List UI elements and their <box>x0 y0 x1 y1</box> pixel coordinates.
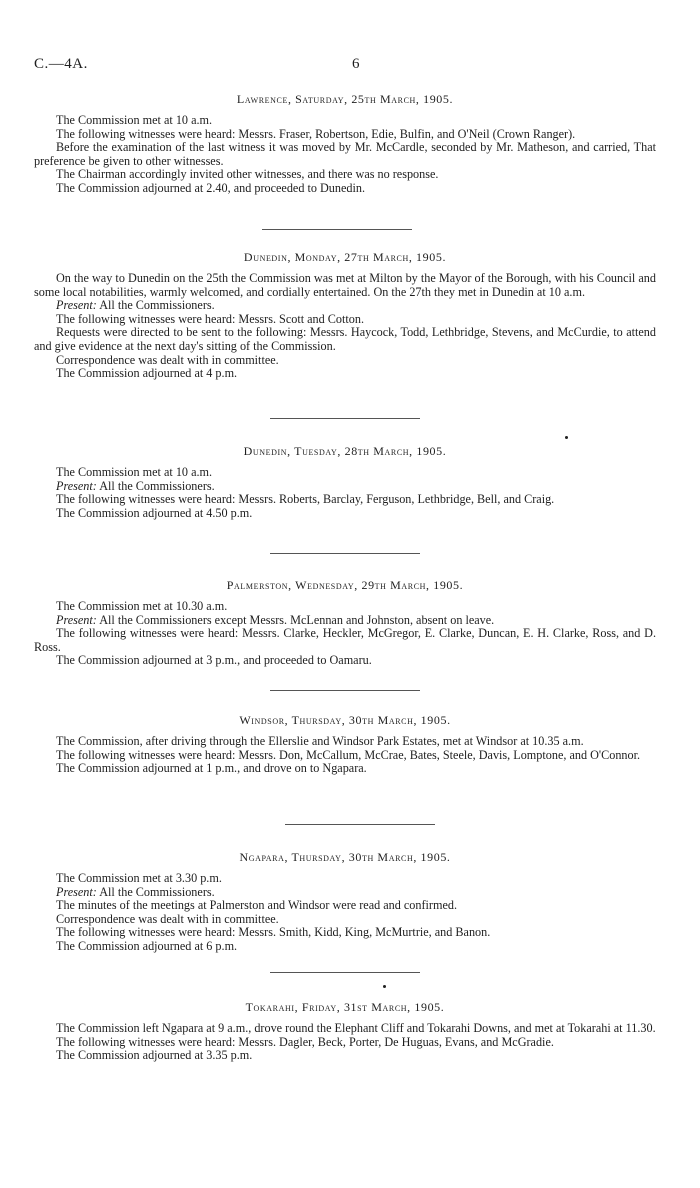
section-dunedin-monday <box>34 250 656 381</box>
heading-place: Palmerston <box>226 578 289 592</box>
section-heading: Windsor, Thursday, 30th March, 1905. <box>239 713 451 727</box>
heading-day: Tuesday <box>294 444 338 458</box>
minute-paragraph: The following witnesses were heard: Messrs. Clarke, Heckler, McGregor, E. Clarke, Duncan, E. H. Clarke, Ross, and D. Ross. <box>34 626 656 654</box>
minute-paragraph: The following witnesses were heard: Messrs. Smith, Kidd, King, McMurtrie, and Banon. <box>56 925 491 940</box>
minute-paragraph: The following witnesses were heard: Messrs. Dagler, Beck, Porter, De Huguas, Evans, and McGradie. <box>56 1034 554 1049</box>
heading-day: Thursday <box>291 713 342 727</box>
section-divider <box>270 972 420 973</box>
minute-paragraph: The following witnesses were heard: Messrs. Fraser, Robertson, Edie, Bulfin, and O'Neil (Crown Ranger). <box>56 126 576 141</box>
minute-paragraph: The Commission adjourned at 4.50 p.m. <box>56 505 253 520</box>
minute-paragraph <box>34 886 656 900</box>
minute-paragraph: The following witnesses were heard: Messrs. Don, McCallum, McCrae, Bates, Steele, Davis, Lomptone, and O'Connor. <box>56 747 641 762</box>
heading-date: 31st March, 1905. <box>343 1000 445 1014</box>
minute-paragraph: Correspondence was dealt with in committee. <box>56 352 279 367</box>
page-number: 6 <box>352 56 360 72</box>
minute-paragraph: The Commission, after driving through the Ellerslie and Windsor Park Estates, met at Windsor at 10.35 a.m. <box>56 734 584 748</box>
present-text: All the Commissioners except Messrs. McLennan and Johnston, absent on leave. <box>99 612 495 627</box>
minute-paragraph <box>34 299 656 313</box>
section-tokarahi <box>34 1000 656 1063</box>
minute-paragraph: The Commission met at 3.30 p.m. <box>56 871 222 885</box>
minute-paragraph: The Commission adjourned at 4 p.m. <box>56 366 238 381</box>
section-lawrence <box>34 92 656 196</box>
minute-paragraph: The Commission adjourned at 3 p.m., and proceeded to Oamaru. <box>56 653 372 668</box>
minute-paragraph: The following witnesses were heard: Messrs. Scott and Cotton. <box>56 311 365 326</box>
heading-place: Dunedin <box>243 444 288 458</box>
section-divider <box>270 418 420 419</box>
heading-place: Windsor <box>239 713 285 727</box>
section-heading: Lawrence, Saturday, 25th March, 1905. <box>236 92 454 106</box>
heading-day: Wednesday <box>295 578 355 592</box>
present-label: Present: <box>56 478 97 493</box>
heading-date: 30th March, 1905. <box>348 713 451 727</box>
section-heading: Palmerston, Wednesday, 29th March, 1905. <box>226 578 464 592</box>
section-heading: Ngapara, Thursday, 30th March, 1905. <box>239 850 451 864</box>
heading-place: Ngapara <box>239 850 285 864</box>
section-windsor <box>34 713 656 776</box>
ink-speck <box>565 436 568 439</box>
heading-day: Thursday <box>291 850 342 864</box>
minute-paragraph: The Commission adjourned at 2.40, and proceeded to Dunedin. <box>56 180 366 195</box>
minute-paragraph: The Commission left Ngapara at 9 a.m., drove round the Elephant Cliff and Tokarahi Downs, and met at Tokarahi at 11.30. <box>56 1021 656 1035</box>
heading-place: Lawrence <box>236 92 288 106</box>
section-heading: Dunedin, Monday, 27th March, 1905. <box>243 250 447 264</box>
section-divider <box>270 553 420 554</box>
heading-day: Saturday <box>295 92 345 106</box>
present-text: All the Commissioners. <box>99 884 215 899</box>
heading-date: 27th March, 1905. <box>344 250 447 264</box>
minute-paragraph: The Commission met at 10 a.m. <box>56 465 213 479</box>
present-text: All the Commissioners. <box>99 298 215 313</box>
section-palmerston <box>34 578 656 668</box>
minute-paragraph: The Commission adjourned at 3.35 p.m. <box>56 1048 253 1063</box>
heading-date: 25th March, 1905. <box>351 92 454 106</box>
minute-paragraph: The Commission adjourned at 6 p.m. <box>56 938 238 953</box>
minute-paragraph: The following witnesses were heard: Messrs. Roberts, Barclay, Ferguson, Lethbridge, Bell, and Craig. <box>56 492 555 507</box>
present-text: All the Commissioners. <box>99 478 215 493</box>
minute-paragraph: The Commission met at 10 a.m. <box>56 113 213 127</box>
present-label: Present: <box>56 884 97 899</box>
section-dunedin-tuesday <box>34 444 656 520</box>
heading-place: Tokarahi <box>245 1000 295 1014</box>
heading-place: Dunedin <box>243 250 288 264</box>
section-divider <box>270 690 420 691</box>
present-label: Present: <box>56 298 97 313</box>
minute-paragraph <box>34 480 656 494</box>
ink-speck <box>383 985 386 988</box>
minute-paragraph: The Chairman accordingly invited other witnesses, and there was no response. <box>56 167 439 182</box>
heading-date: 29th March, 1905. <box>361 578 464 592</box>
section-divider <box>285 824 435 825</box>
minute-paragraph: The minutes of the meetings at Palmerston and Windsor were read and confirmed. <box>56 898 458 913</box>
minute-paragraph: On the way to Dunedin on the 25th the Commission was met at Milton by the Mayor of the Borough, with his Council and some local notabilities, warmly welcomed, and cordially entertained. On the 27th they met in Dunedin at 10 a.m. <box>34 271 656 299</box>
minute-paragraph: Requests were directed to be sent to the following: Messrs. Haycock, Todd, Lethbridge, Stevens, and McCurdie, to attend and give evidence at the next day's sitting of the Commission. <box>34 325 656 353</box>
document-reference: C.—4A. <box>34 56 88 72</box>
heading-day: Friday <box>301 1000 337 1014</box>
minute-paragraph <box>34 614 656 628</box>
heading-date: 28th March, 1905. <box>344 444 447 458</box>
heading-date: 30th March, 1905. <box>348 850 451 864</box>
minute-paragraph: The Commission adjourned at 1 p.m., and drove on to Ngapara. <box>56 761 367 776</box>
section-heading: Dunedin, Tuesday, 28th March, 1905. <box>243 444 447 458</box>
section-divider <box>262 229 412 230</box>
section-heading: Tokarahi, Friday, 31st March, 1905. <box>245 1000 445 1014</box>
minute-paragraph: Correspondence was dealt with in committee. <box>56 911 279 926</box>
section-ngapara <box>34 850 656 954</box>
present-label: Present: <box>56 612 97 627</box>
minute-paragraph: Before the examination of the last witness it was moved by Mr. McCardle, seconded by Mr. Matheson, and carried, That preference be given to other witnesses. <box>34 140 656 168</box>
heading-day: Monday <box>294 250 338 264</box>
minute-paragraph: The Commission met at 10.30 a.m. <box>56 599 228 613</box>
